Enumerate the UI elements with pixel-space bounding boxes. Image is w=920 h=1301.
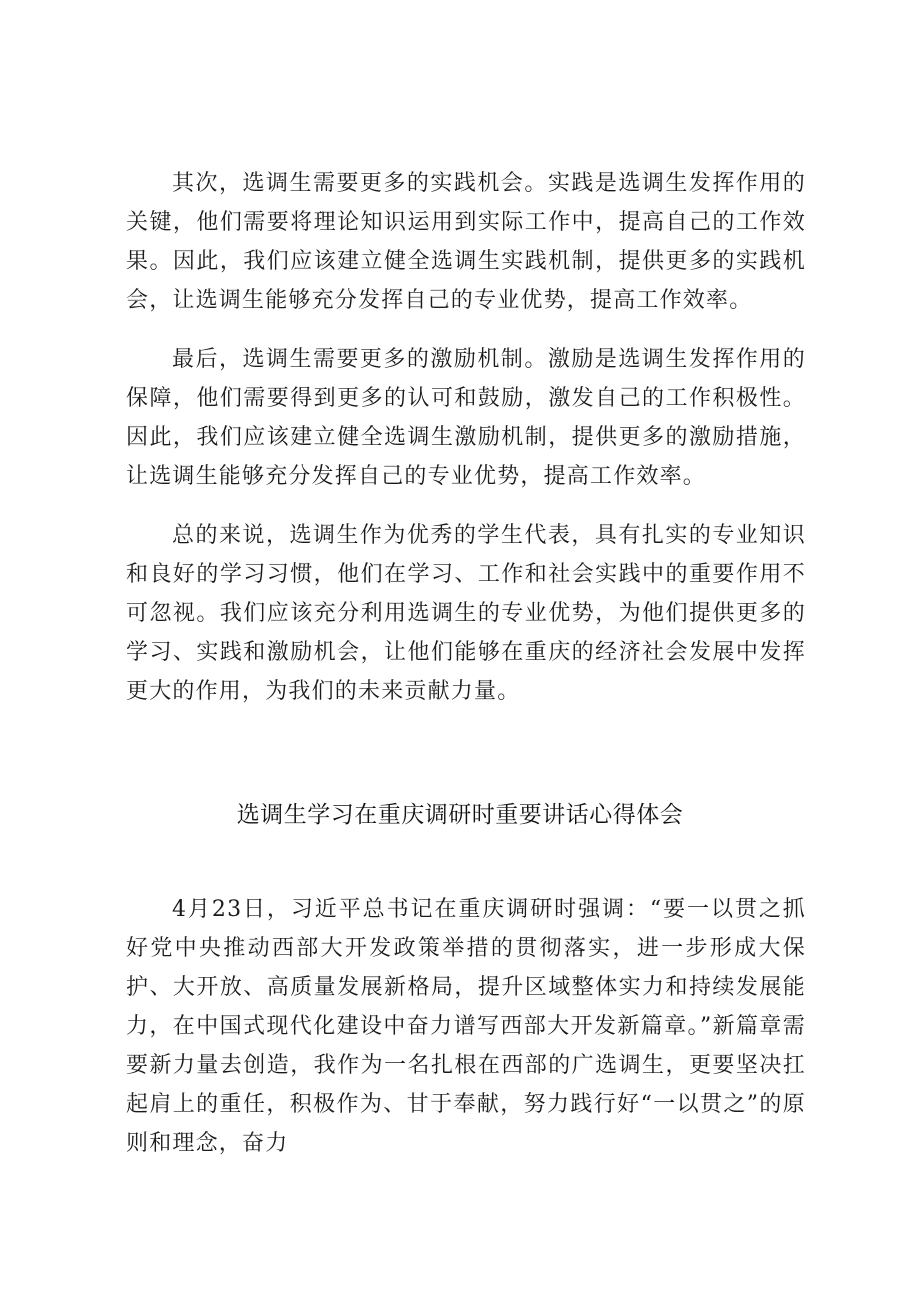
- paragraph-date: 4月23日，: [172, 897, 291, 922]
- paragraph-summary: 总的来说，选调生作为优秀的学生代表，具有扎实的专业知识和良好的学习习惯，他们在学习、工作和社会实践中的重要作用不可忽视。我们应该充分利用选调生的专业优势，为他们提供更多的学习、实践和激励机会，让他们能够在重庆的经济社会发展中发挥更大的作用，为我们的未来贡献力量。: [126, 523, 806, 704]
- paragraph-incentive-mechanism: 最后，选调生需要更多的激励机制。激励是选调生发挥作用的保障，他们需要得到更多的认可和鼓励，激发自己的工作积极性。因此，我们应该建立健全选调生激励机制，提供更多的激励措施，让选调生能够充分发挥自己的专业优势，提高工作效率。: [126, 347, 806, 489]
- section-title: 选调生学习在重庆调研时重要讲话心得体会: [236, 802, 684, 828]
- paragraph-body-text: 习近平总书记在重庆调研时强调：“要一以贯之抓好党中央推动西部大开发政策举措的贯彻落实，进一步形成大保护、大开放、高质量发展新格局，提升区域整体实力和持续发展能力，在中国式现代化建设中奋力谱写西部大开发新篇章。”新篇章需要新力量去创造，我作为一名扎根在西部的广选调生，更要坚决扛起肩上的重任，积极作为、甘于奉献，努力践行好“一以贯之”的原则和理念，奋力: [126, 897, 806, 1156]
- paragraph-practice-opportunities: 其次，选调生需要更多的实践机会。实践是选调生发挥作用的关键，他们需要将理论知识运用到实际工作中，提高自己的工作效果。因此，我们应该建立健全选调生实践机制，提供更多的实践机会，让选调生能够充分发挥自己的专业优势，提高工作效率。: [126, 171, 806, 313]
- paragraph-speech-intro: [126, 890, 806, 1163]
